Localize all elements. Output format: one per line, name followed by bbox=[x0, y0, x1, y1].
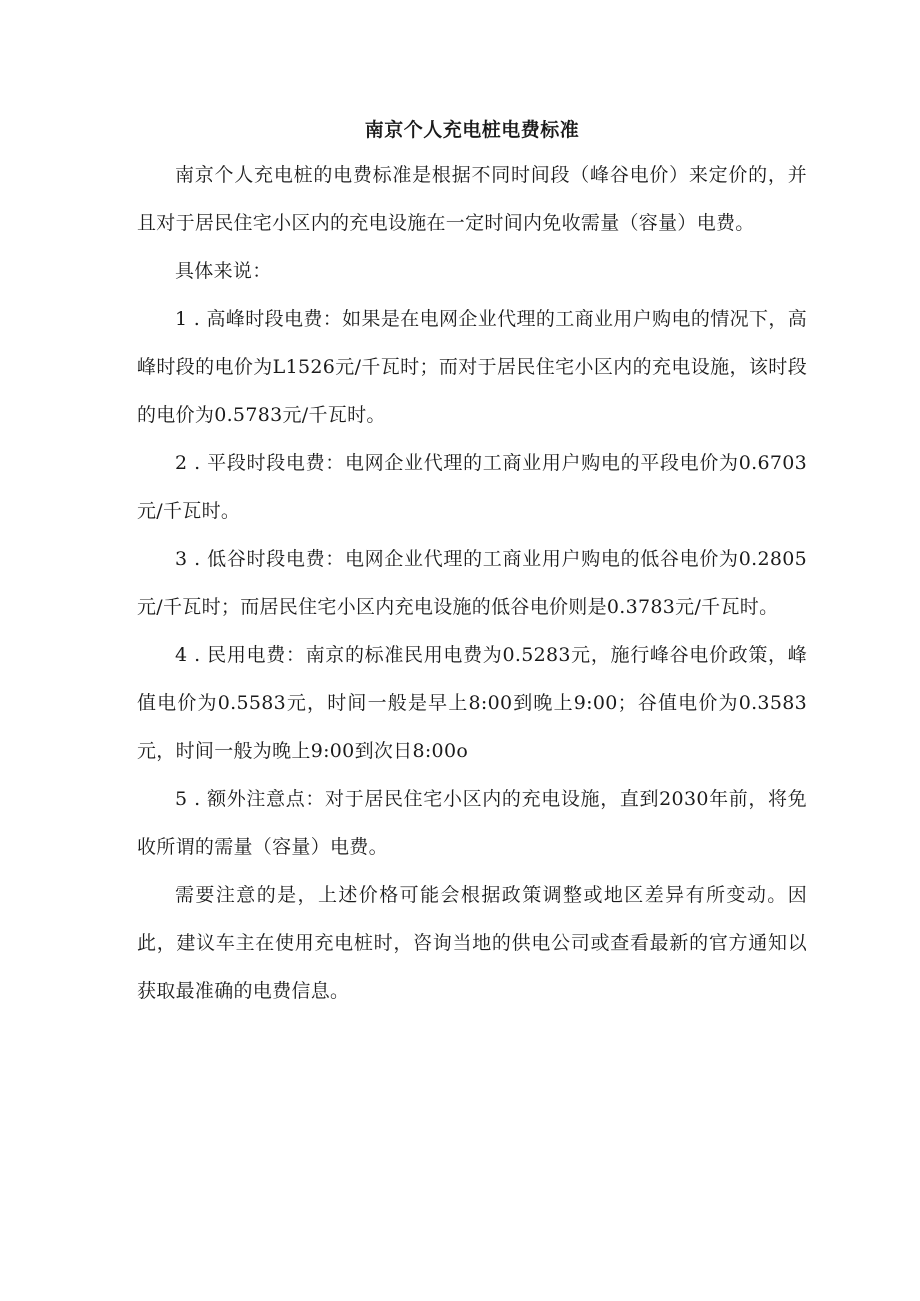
paragraph-intro: 南京个人充电桩的电费标准是根据不同时间段（峰谷电价）来定价的，并且对于居民住宅小区内的充电设施在一定时间内免收需量（容量）电费。 bbox=[137, 164, 807, 234]
paragraph-specifics-lead: 具体来说： bbox=[175, 260, 272, 282]
document-page bbox=[137, 112, 807, 1015]
paragraph-item-3: 3 . 低谷时段电费：电网企业代理的工商业用户购电的低谷电价为0.2805元/千瓦时；而居民住宅小区内充电设施的低谷电价则是0.3783元/千瓦时。 bbox=[137, 548, 807, 618]
paragraph-note: 需要注意的是，上述价格可能会根据政策调整或地区差异有所变动。因此，建议车主在使用充电桩时，咨询当地的供电公司或查看最新的官方通知以获取最准确的电费信息。 bbox=[137, 884, 807, 1002]
paragraph-item-4: 4 . 民用电费：南京的标准民用电费为0.5283元，施行峰谷电价政策，峰值电价为0.5583元，时间一般是早上8:00到晚上9:00；谷值电价为0.3583元，时间一般为晚上9:00到次日8:00o bbox=[137, 644, 807, 762]
paragraph-item-5: 5 . 额外注意点：对于居民住宅小区内的充电设施，直到2030年前，将免收所谓的需量（容量）电费。 bbox=[137, 788, 807, 858]
paragraph-item-1: 1 . 高峰时段电费：如果是在电网企业代理的工商业用户购电的情况下，高峰时段的电价为L1526元/千瓦时；而对于居民住宅小区内的充电设施，该时段的电价为0.5783元/千瓦时。 bbox=[137, 308, 807, 426]
paragraph-item-2: 2 . 平段时段电费：电网企业代理的工商业用户购电的平段电价为0.6703元/千瓦时。 bbox=[137, 452, 807, 522]
document-title: 南京个人充电桩电费标准 bbox=[364, 119, 580, 141]
